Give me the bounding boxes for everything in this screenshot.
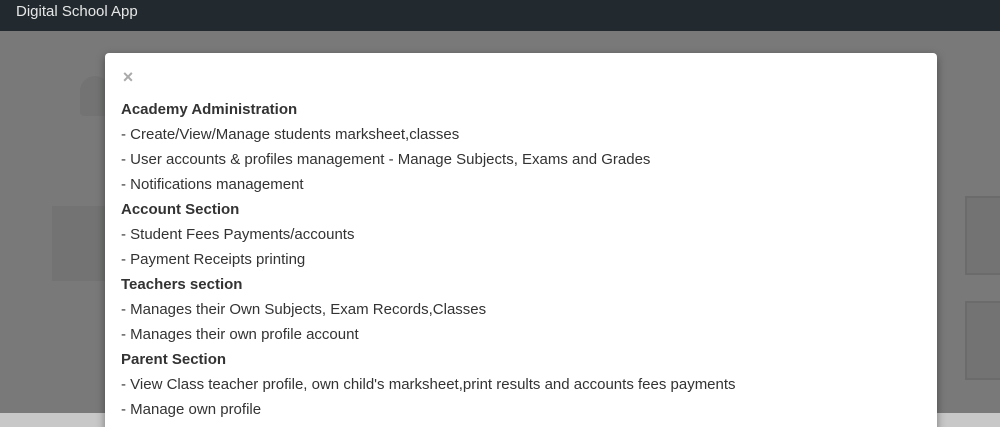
list-item: - Student Fees Payments/accounts: [121, 226, 355, 243]
list-item: - Payment Receipts printing: [121, 251, 306, 268]
list-item: - Notifications management: [121, 176, 304, 193]
list-item: - Manages their Own Subjects, Exam Records,Classes: [121, 301, 487, 318]
list-item: - View Class teacher profile, own child's marksheet,print results and accounts fees payments: [121, 376, 736, 393]
modal-body: [121, 97, 921, 422]
list-item: - User accounts & profiles management - Manage Subjects, Exams and Grades: [121, 151, 651, 168]
section-heading-account: Account Section: [121, 201, 240, 218]
features-modal: [105, 53, 937, 427]
close-icon[interactable]: ×: [122, 67, 134, 87]
list-item: - Manage own profile: [121, 401, 262, 418]
list-item: - Manages their own profile account: [121, 326, 359, 343]
section-heading-academy: Academy Administration: [121, 101, 298, 118]
section-heading-parent: Parent Section: [121, 351, 227, 368]
list-item: - Create/View/Manage students marksheet,classes: [121, 126, 460, 143]
app-title[interactable]: Digital School App: [16, 3, 138, 20]
section-heading-teachers: Teachers section: [121, 276, 243, 293]
top-navbar: [0, 0, 1000, 31]
